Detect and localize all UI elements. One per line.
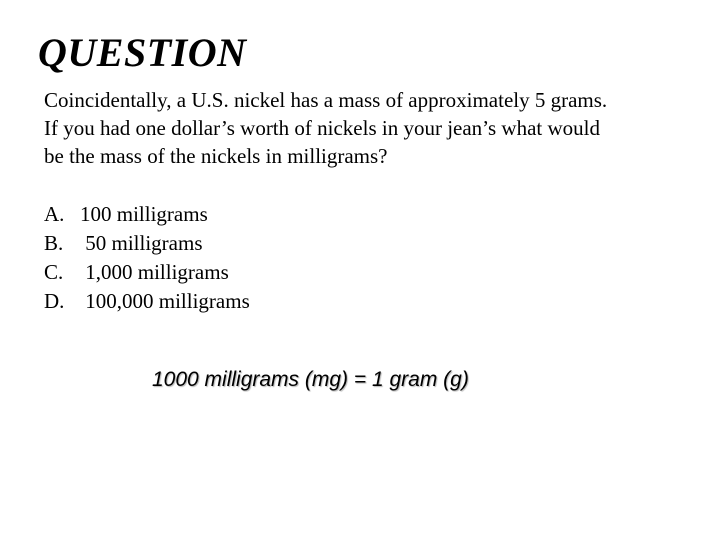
answer-option-c [44,258,250,287]
answer-option-b [44,229,250,258]
answer-letter: C. [44,260,64,284]
answer-text: 50 milligrams [80,231,203,255]
question-line: be the mass of the nickels in milligrams? [44,144,388,168]
answer-option-a [44,200,250,229]
answer-option-d [44,287,250,316]
conversion-note: 1000 milligrams (mg) = 1 gram (g) [152,368,469,391]
answer-letter: D. [44,289,65,313]
answer-list [44,200,250,316]
answer-letter: A. [44,202,65,226]
question-line: If you had one dollar’s worth of nickels in your jean’s what would [44,116,600,140]
answer-text: 100,000 milligrams [80,289,250,313]
question-text [44,86,704,170]
question-line: Coincidentally, a U.S. nickel has a mass of approximately 5 grams. [44,88,608,112]
answer-letter: B. [44,231,64,255]
answer-text: 1,000 milligrams [80,260,229,284]
answer-text: 100 milligrams [80,202,208,226]
slide-title: QUESTION [38,30,247,75]
